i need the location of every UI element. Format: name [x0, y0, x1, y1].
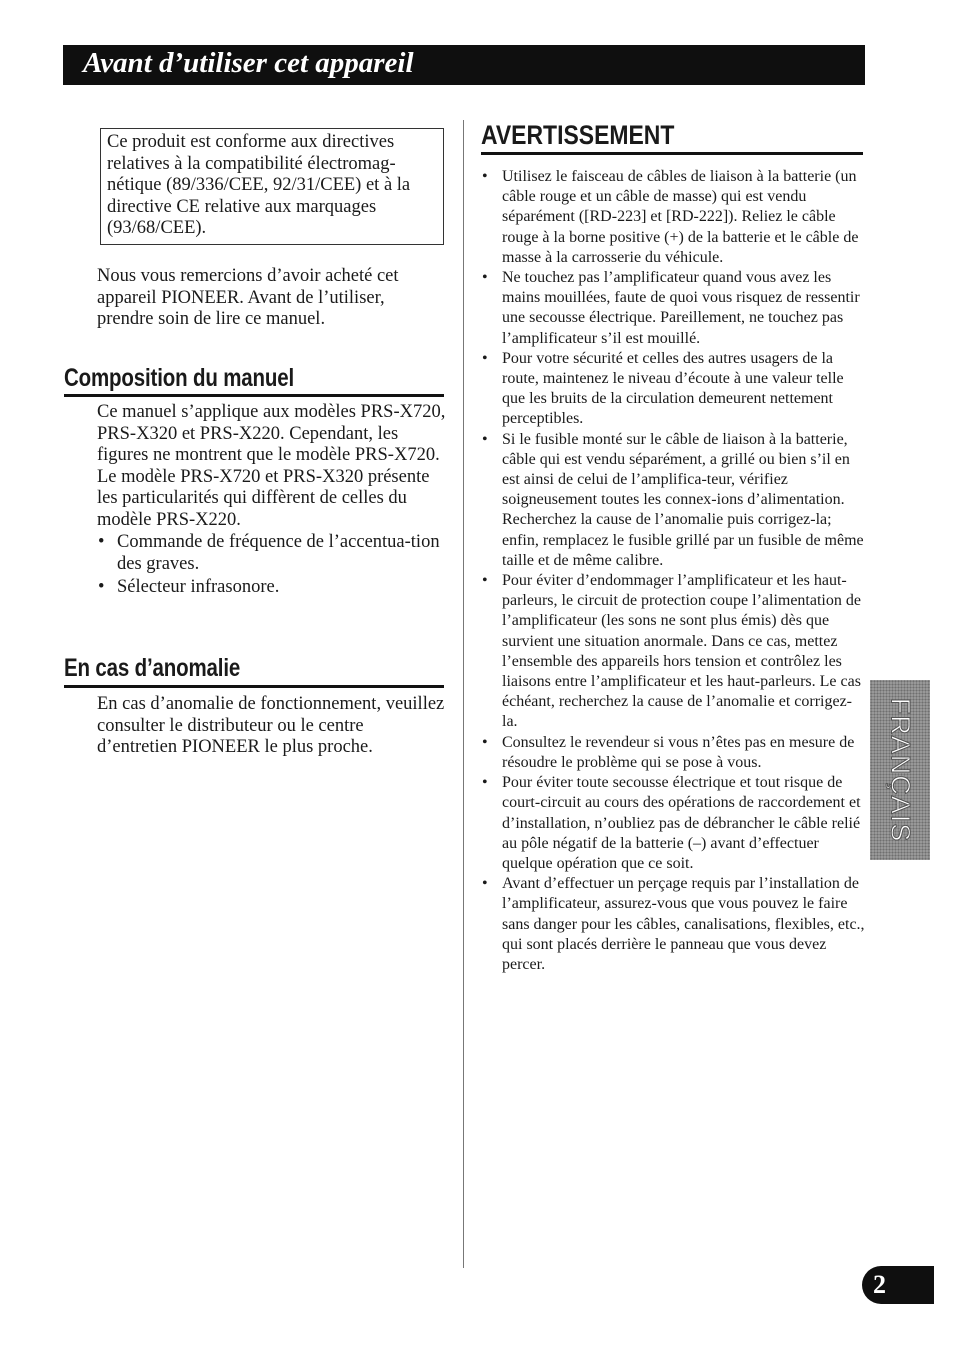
- anomalie-heading: En cas d’anomalie: [64, 654, 241, 682]
- warning-rule: [481, 152, 863, 155]
- list-item: • Sélecteur infrasonore.: [97, 577, 447, 599]
- compliance-notice-text: Ce produit est conforme aux directives relatives à la compatibilité électromag-nétique (89/336/CEE, 92/31/CEE) et à la directive CE relative aux marquages (93/68/CEE).: [107, 132, 411, 238]
- composition-paragraph-1: Ce manuel s’applique aux modèles PRS-X720, PRS-X320 et PRS-X220. Cependant, les figures ne montrent que le modèle PRS-X720.: [97, 402, 446, 465]
- intro-paragraph: Nous vous remercions d’avoir acheté cet appareil PIONEER. Avant de l’utiliser, prendre soin de lire ce manuel.: [97, 266, 399, 329]
- list-item: • Si le fusible monté sur le câble de liaison à la batterie, câble qui est vendu séparément, a grillé ou bien s’il en est ainsi de celui de l’amplifica-teur, vérifiez soigneusement toutes les connex-ions d’alimentation. Recherchez la cause de l’anomalie puis corrigez-la; enfin, remplacez le fusible grillé par un fusible de même taille et de même calibre.: [481, 430, 866, 571]
- list-item: • Utilisez le faisceau de câbles de liaison à la batterie (un câble rouge et un câble de masse) qui est vendu séparément ([RD-223] et [RD-222]). Reliez le câble rouge à la borne positive (+) de la batterie et le câble de masse à la carrosserie du véhicule.: [481, 167, 866, 268]
- section-title-bar: [63, 45, 865, 85]
- language-tab-label: FRANÇAIS: [885, 697, 916, 843]
- list-item: • Pour éviter toute secousse électrique et tout risque de court-circuit au cours des opérations de raccordement et d’installation, n’oubliez pas de débrancher le câble relié au pôle négatif de la batterie (–) avant d’effectuer quelque opération que ce soit.: [481, 773, 866, 874]
- composition-heading: Composition du manuel: [64, 364, 295, 392]
- anomalie-rule: [64, 685, 444, 688]
- language-tab: [870, 680, 930, 860]
- list-item: • Consultez le revendeur si vous n’êtes pas en mesure de résoudre le problème qui se pose à vous.: [481, 733, 866, 773]
- list-item: • Avant d’effectuer un perçage requis par l’installation de l’amplificateur, assurez-vous que vous pouvez le faire sans danger pour les câbles, canalisations, flexibles, etc., qui sont placés derrière le panneau que vous devez percer.: [481, 874, 866, 975]
- warning-heading: AVERTISSEMENT: [481, 120, 675, 150]
- list-item: • Ne touchez pas l’amplificateur quand vous avez les mains mouillées, faute de quoi vous risquez de ressentir une secousse électrique. Pareillement, ne touchez pas l’amplificateur s’il est mouillé.: [481, 268, 866, 349]
- column-divider: [463, 120, 464, 1268]
- anomalie-body: [97, 694, 447, 759]
- list-item: • Commande de fréquence de l’accentua-tion des graves.: [97, 532, 447, 575]
- list-item: • Pour votre sécurité et celles des autres usagers de la route, maintenez le niveau d’écoute à une valeur telle que les bruits de la circulation demeurent nettement perceptibles.: [481, 349, 866, 430]
- anomalie-paragraph: En cas d’anomalie de fonctionnement, veuillez consulter le distributeur ou le centre d’entretien PIONEER le plus proche.: [97, 694, 445, 757]
- list-item: • Pour éviter d’endommager l’amplificateur et les haut-parleurs, le circuit de protection coupe l’alimentation de l’amplificateur (les sons ne sont plus émis) dès que survient une situation anormale. Dans ce cas, mettez l’ensemble des appareils hors tension et contrôlez les liaisons entre l’amplificateur et les haut-parleurs. Le cas échéant, recherchez la cause de l’anomalie et corrigez-la.: [481, 571, 866, 733]
- composition-feature-list: [97, 532, 447, 598]
- compliance-notice-box: [100, 128, 444, 245]
- page-number: 2: [873, 1270, 886, 1299]
- composition-body: [97, 402, 447, 600]
- page-number-badge: [862, 1266, 934, 1304]
- warning-list: [481, 167, 866, 975]
- composition-paragraph-2: Le modèle PRS-X720 et PRS-X320 présente les particularités qui diffèrent de celles du modèle PRS-X220.: [97, 466, 430, 530]
- page-title: Avant d’utiliser cet appareil: [83, 47, 414, 79]
- composition-rule: [64, 394, 444, 397]
